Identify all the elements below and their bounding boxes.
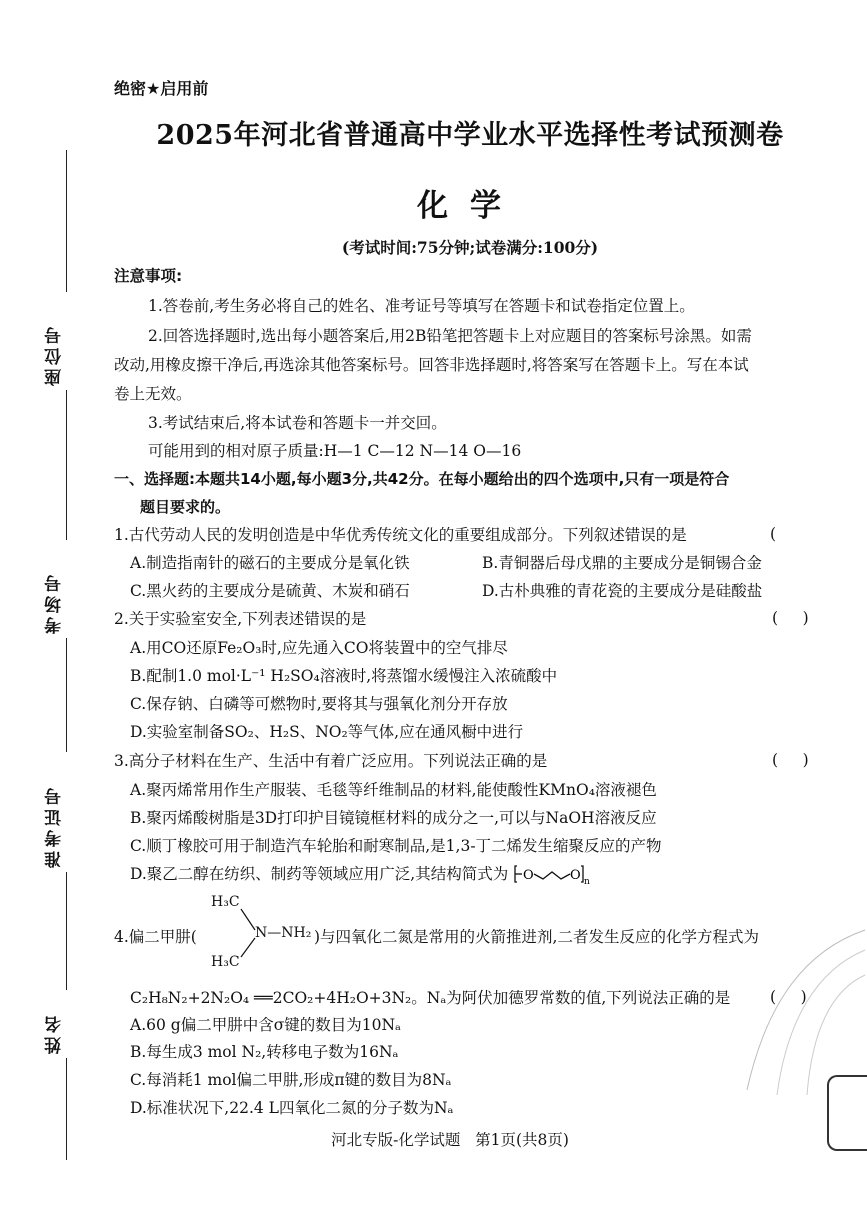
- q3-stem: 3.高分子材料在生产、生活中有着广泛应用。下列说法正确的是: [114, 752, 548, 770]
- q4-equation: C₂H₈N₂+2N₂O₄ ══2CO₂+4H₂O+3N₂。Nₐ为阿伏加德罗常数的值,下列说法正确的是: [130, 989, 731, 1007]
- note-3: 3.考试结束后,将本试卷和答题卡一并交回。: [148, 414, 447, 432]
- q4-option-c: C.每消耗1 mol偏二甲肼,形成π键的数目为8Nₐ: [130, 1071, 452, 1089]
- name-label: 姓名: [42, 990, 72, 1058]
- q3-option-c: C.顺丁橡胶可用于制造汽车轮胎和耐寒制品,是1,3-丁二烯发生缩聚反应的产物: [130, 837, 662, 855]
- pencil-scribble: [717, 920, 867, 1100]
- room-label: 考场号: [42, 540, 72, 638]
- q4-option-a: A.60 g偏二甲肼中含σ键的数目为10Nₐ: [130, 1016, 402, 1034]
- q2-option-b: B.配制1.0 mol·L⁻¹ H₂SO₄溶液时,将蒸馏水缓慢注入浓硫酸中: [130, 667, 558, 685]
- q4-answer-paren: ( ): [770, 988, 807, 1006]
- page-title: 2025年河北省普通高中学业水平选择性考试预测卷: [156, 120, 784, 151]
- q2-option-d: D.实验室制备SO₂、H₂S、NO₂等气体,应在通风橱中进行: [130, 723, 524, 741]
- q4-option-b: B.每生成3 mol N₂,转移电子数为16Nₐ: [130, 1043, 399, 1061]
- note-2b: 改动,用橡皮擦干净后,再选涂其他答案标号。回答非选择题时,将答案写在答题卡上。写在本试: [114, 356, 749, 374]
- q1-option-b: B.青铜器后母戊鼎的主要成分是铜锡合金: [482, 554, 762, 572]
- page-footer: 河北专版-化学试题 第1页(共8页): [331, 1131, 569, 1149]
- q4-stem-b: )与四氧化二氮是常用的火箭推进剂,二者发生反应的化学方程式为: [314, 928, 759, 946]
- peg-oxygen-2: O: [570, 868, 581, 883]
- q2-option-a: A.用CO还原Fe₂O₃时,应先通入CO将装置中的空气排尽: [130, 639, 508, 657]
- q3-option-a: A.聚丙烯常用作生产服装、毛毯等纤维制品的材料,能使酸性KMnO₄溶液褪色: [130, 781, 657, 799]
- q2-answer-paren: ( ): [772, 609, 809, 627]
- section-heading: 一、选择题:本题共14小题,每小题3分,共42分。在每小题给出的四个选项中,只有一项是符合: [114, 470, 730, 488]
- note-2c: 卷上无效。: [114, 385, 192, 403]
- q3-option-d: [130, 864, 589, 886]
- struct-h3c-top: H₃C: [211, 894, 240, 910]
- dimethylhydrazine-structure: [203, 894, 318, 972]
- struct-bonds: [203, 894, 318, 972]
- q4-stem-a: 4.偏二甲肼(: [114, 928, 197, 946]
- q3-option-d-text: D.聚乙二醇在纺织、制药等领域应用广泛,其结构简式为: [130, 865, 509, 883]
- peg-oxygen-1: O: [523, 868, 534, 883]
- ticket-label: 准考证号: [42, 752, 72, 872]
- struct-n: N—NH₂: [255, 925, 312, 941]
- note-1: 1.答卷前,考生务必将自己的姓名、准考证号等填写在答题卡和试卷指定位置上。: [148, 297, 695, 315]
- section-heading-cont: 题目要求的。: [140, 498, 231, 516]
- subject-title: 化学: [417, 188, 523, 224]
- q3-answer-paren: ( ): [772, 751, 809, 769]
- note-2a: 2.回答选择题时,选出每小题答案后,用2B铅笔把答题卡上对应题目的答案标号涂黑。如需: [148, 327, 752, 345]
- q1-option-d: D.古朴典雅的青花瓷的主要成分是硅酸盐: [482, 582, 763, 600]
- atomic-masses: 可能用到的相对原子质量:H—1 C—12 N—14 O—16: [148, 442, 522, 460]
- q3-option-b: B.聚丙烯酸树脂是3D打印护目镜镜框材料的成分之一,可以与NaOH溶液反应: [130, 809, 657, 827]
- q1-answer-paren: (: [770, 525, 777, 543]
- struct-h3c-bottom: H₃C: [211, 954, 240, 970]
- corner-stamp: [827, 1075, 867, 1151]
- secret-mark: 绝密★启用前: [114, 79, 209, 98]
- seat-label: 座位号: [42, 292, 72, 390]
- peg-subscript-n: n: [584, 877, 590, 887]
- notes-heading: 注意事项:: [114, 267, 183, 285]
- q1-stem: 1.古代劳动人民的发明创造是中华优秀传统文化的重要组成部分。下列叙述错误的是: [114, 526, 687, 544]
- q2-stem: 2.关于实验室安全,下列表述错误的是: [114, 610, 367, 628]
- q1-option-c: C.黑火药的主要成分是硫黄、木炭和硝石: [130, 582, 410, 600]
- q2-option-c: C.保存钠、白磷等可燃物时,要将其与强氧化剂分开存放: [130, 695, 508, 713]
- q1-option-a: A.制造指南针的磁石的主要成分是氧化铁: [130, 554, 410, 572]
- q4-option-d: D.标准状况下,22.4 L四氧化二氮的分子数为Nₐ: [130, 1099, 454, 1117]
- exam-info: (考试时间:75分钟;试卷满分:100分): [341, 238, 599, 257]
- peg-structure: [513, 864, 589, 886]
